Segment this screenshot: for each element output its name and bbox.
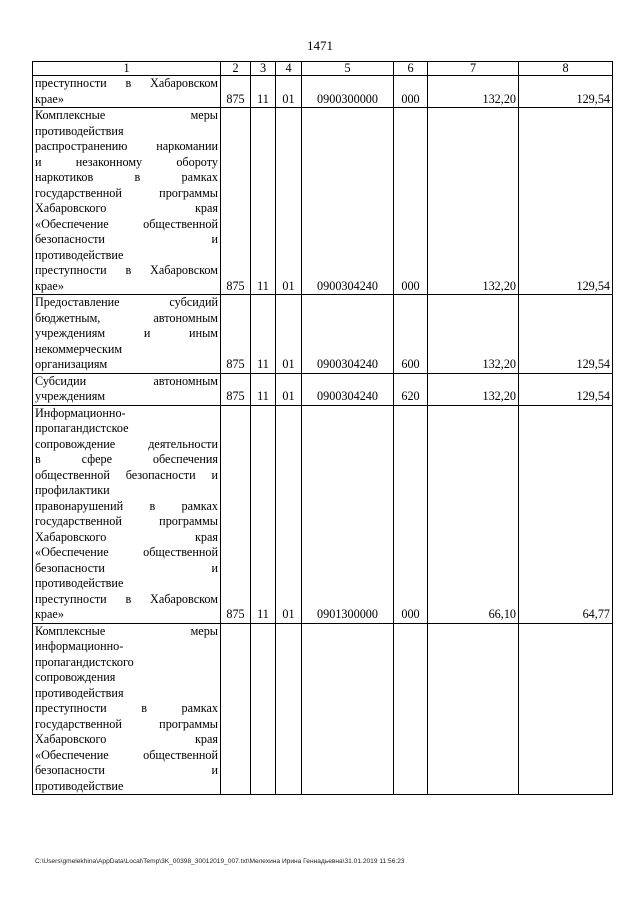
row-name-cell	[33, 108, 221, 295]
code-expense-type-cell	[394, 623, 428, 795]
row-name-line: безопасности и	[35, 763, 218, 777]
code-section-cell: 11	[251, 76, 276, 108]
table-header-row	[33, 62, 613, 76]
row-name-line: крае»	[35, 278, 64, 293]
code-target-cell: 0901300000	[302, 405, 394, 623]
row-name-line: бюджетным, автономным	[35, 310, 218, 325]
row-name-line: Комплексные меры	[35, 108, 218, 122]
row-name-line: профилактики	[35, 483, 110, 497]
amount-actual-cell: 129,54	[519, 108, 613, 295]
code-target-cell: 0900304240	[302, 373, 394, 405]
row-name-line: Хабаровского края	[35, 201, 218, 215]
code-expense-type-cell: 000	[394, 108, 428, 295]
row-name-line: противодействия	[35, 685, 124, 700]
page-number: 1471	[307, 38, 333, 53]
row-name-line: в сфере обеспечения	[35, 452, 218, 466]
table-body	[33, 76, 613, 795]
row-name-line: Хабаровского края	[35, 529, 218, 544]
amount-actual-cell: 129,54	[519, 76, 613, 108]
row-name-line: Субсидии автономным	[35, 373, 218, 388]
row-name-line: распространению наркомании	[35, 139, 218, 153]
amount-actual-cell	[519, 623, 613, 795]
row-name-line: пропагандистское	[35, 421, 129, 435]
row-name-line: общественной безопасности и	[35, 467, 218, 482]
budget-table	[32, 61, 613, 795]
row-name-line: информационно-	[35, 639, 124, 653]
code-target-cell: 0900304240	[302, 295, 394, 374]
row-name-line: и незаконному обороту	[35, 154, 218, 169]
amount-plan-cell: 66,10	[428, 405, 519, 623]
row-name-line: противодействия	[35, 123, 124, 138]
row-name-line: сопровождения	[35, 670, 116, 684]
amount-plan-cell: 132,20	[428, 373, 519, 405]
row-name-line: организациям	[35, 357, 108, 371]
code-admin-cell: 875	[221, 76, 251, 108]
row-name-cell	[33, 405, 221, 623]
code-subsection-cell	[276, 623, 302, 795]
code-subsection-cell: 01	[276, 76, 302, 108]
table-row	[33, 108, 613, 295]
code-admin-cell: 875	[221, 295, 251, 374]
table-row	[33, 373, 613, 405]
code-subsection-cell: 01	[276, 108, 302, 295]
file-path-footer: C:\Users\gmelekhina\AppData\Local\Temp\3K_00398_30012019_007.txt\Мелехина Ирина Геннадьевна\31.01.2019 11:56:23	[35, 858, 405, 865]
header-cell: 2	[221, 62, 251, 76]
code-expense-type-cell: 000	[394, 405, 428, 623]
row-name-line: безопасности и	[35, 560, 218, 575]
code-section-cell: 11	[251, 405, 276, 623]
row-name-line: противодействие	[35, 247, 124, 262]
row-name-line: Предоставление субсидий	[35, 295, 218, 309]
amount-plan-cell: 132,20	[428, 108, 519, 295]
code-target-cell: 0900304240	[302, 108, 394, 295]
header-cell: 7	[428, 62, 519, 76]
row-name-line: государственной программы	[35, 514, 218, 528]
table-row	[33, 405, 613, 623]
code-admin-cell	[221, 623, 251, 795]
code-section-cell: 11	[251, 373, 276, 405]
header-cell: 6	[394, 62, 428, 76]
code-subsection-cell: 01	[276, 405, 302, 623]
code-subsection-cell: 01	[276, 295, 302, 374]
code-section-cell: 11	[251, 108, 276, 295]
amount-plan-cell	[428, 623, 519, 795]
code-target-cell	[302, 623, 394, 795]
row-name-line: некоммерческим	[35, 341, 123, 356]
header-cell: 8	[519, 62, 613, 76]
code-subsection-cell: 01	[276, 373, 302, 405]
row-name-line: крае»	[35, 607, 64, 621]
code-section-cell: 11	[251, 295, 276, 374]
row-name-line: преступности в рамках	[35, 701, 218, 715]
amount-plan-cell: 132,20	[428, 295, 519, 374]
code-target-cell: 0900300000	[302, 76, 394, 108]
row-name-line: учреждениям	[35, 389, 106, 403]
table-row	[33, 295, 613, 374]
row-name-line: безопасности и	[35, 232, 218, 246]
row-name-cell	[33, 623, 221, 795]
row-name-line: пропагандистского	[35, 654, 134, 669]
row-name-line: Информационно-	[35, 405, 126, 420]
code-admin-cell: 875	[221, 108, 251, 295]
code-expense-type-cell: 600	[394, 295, 428, 374]
row-name-line: преступности в Хабаровском	[35, 76, 218, 90]
table-row	[33, 76, 613, 108]
code-expense-type-cell: 620	[394, 373, 428, 405]
row-name-line: противодействие	[35, 778, 124, 793]
header-cell: 5	[302, 62, 394, 76]
code-admin-cell: 875	[221, 373, 251, 405]
row-name-line: государственной программы	[35, 185, 218, 200]
header-cell: 1	[33, 62, 221, 76]
code-expense-type-cell: 000	[394, 76, 428, 108]
row-name-line: учреждениям и иным	[35, 326, 218, 340]
row-name-line: преступности в Хабаровском	[35, 263, 218, 277]
row-name-line: «Обеспечение общественной	[35, 545, 218, 559]
amount-actual-cell: 129,54	[519, 295, 613, 374]
code-section-cell	[251, 623, 276, 795]
code-admin-cell: 875	[221, 405, 251, 623]
row-name-line: Хабаровского края	[35, 732, 218, 746]
header-cell: 3	[251, 62, 276, 76]
row-name-line: преступности в Хабаровском	[35, 591, 218, 606]
header-cell: 4	[276, 62, 302, 76]
amount-actual-cell: 64,77	[519, 405, 613, 623]
row-name-line: государственной программы	[35, 716, 218, 731]
row-name-line: наркотиков в рамках	[35, 170, 218, 184]
row-name-line: сопровождение деятельности	[35, 436, 218, 451]
row-name-line: «Обеспечение общественной	[35, 747, 218, 762]
amount-actual-cell: 129,54	[519, 373, 613, 405]
row-name-cell	[33, 295, 221, 374]
table-row	[33, 623, 613, 795]
row-name-line: «Обеспечение общественной	[35, 216, 218, 231]
row-name-line: крае»	[35, 91, 64, 106]
row-name-line: противодействие	[35, 576, 124, 590]
row-name-cell	[33, 373, 221, 405]
row-name-line: Комплексные меры	[35, 623, 218, 638]
row-name-line: правонарушений в рамках	[35, 498, 218, 513]
amount-plan-cell: 132,20	[428, 76, 519, 108]
row-name-cell	[33, 76, 221, 108]
